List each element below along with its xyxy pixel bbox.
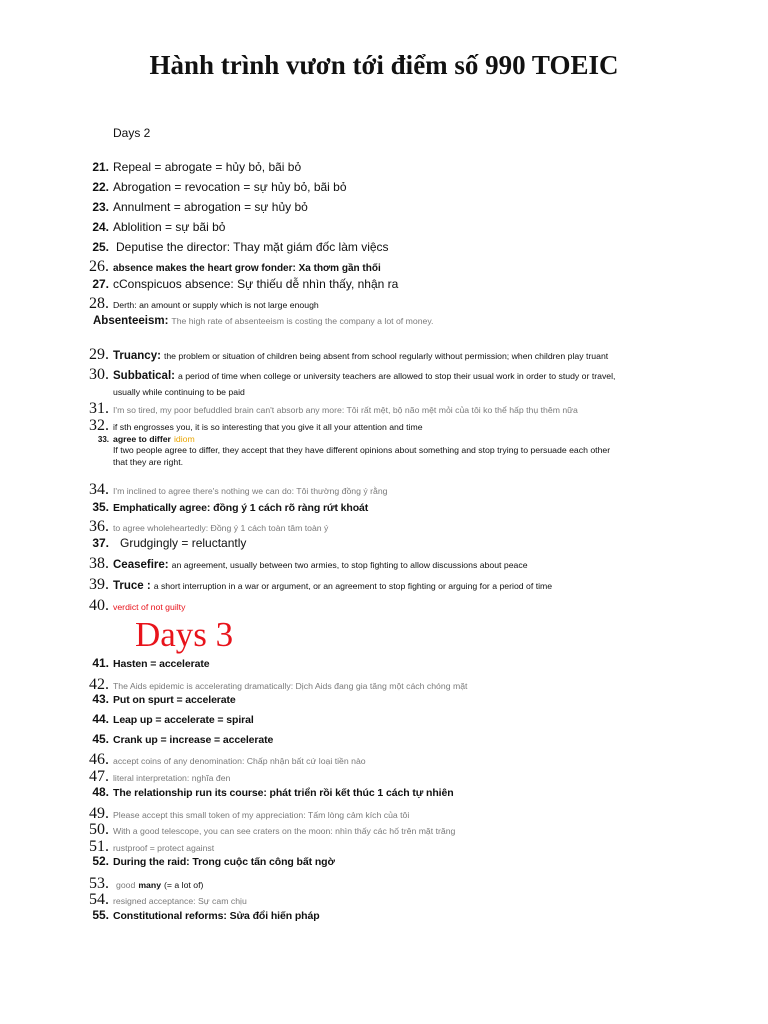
item-text: I'm inclined to agree there's nothing we can do: Tôi thường đồng ý rằng bbox=[113, 486, 388, 496]
item-number: 42. bbox=[89, 676, 109, 693]
item-number: 43. bbox=[92, 692, 109, 706]
item-text: verdict of not guilty bbox=[113, 602, 186, 612]
item-text: Hasten = accelerate bbox=[113, 658, 210, 670]
item-definition-continued: that they are right. bbox=[113, 457, 184, 467]
item-number: 22. bbox=[92, 180, 109, 194]
item-definition: If two people agree to differ, they accept that they have different opinions about something and stop trying to persuade each other bbox=[113, 445, 611, 455]
item-number: 23. bbox=[92, 200, 109, 214]
item-text: absence makes the heart grow fonder: Xa thơm gần thối bbox=[113, 263, 381, 274]
item-number: 34. bbox=[89, 481, 109, 498]
item-number: 45. bbox=[92, 732, 109, 746]
item-number: 39. bbox=[89, 576, 109, 593]
item-number: 33. bbox=[97, 435, 109, 444]
vocab-item-43 bbox=[66, 690, 236, 709]
item-number: 50. bbox=[89, 821, 109, 838]
item-number: 36. bbox=[89, 518, 109, 535]
item-text: Constitutional reforms: Sửa đổi hiến pháp bbox=[113, 910, 320, 922]
item-note: (= a lot of) bbox=[164, 880, 204, 890]
item-text: if sth engrosses you, it is so interesting that you give it all your attention and time bbox=[113, 422, 423, 432]
item-text: Repeal = abrogate = hủy bỏ, bãi bỏ bbox=[113, 160, 302, 174]
vocab-item-27 bbox=[66, 275, 398, 293]
item-number: 31. bbox=[89, 400, 109, 417]
item-text: With a good telescope, you can see craters on the moon: nhìn thấy các hố trên mặt trăng bbox=[113, 826, 456, 836]
item-text: accept coins of any denomination: Chấp nhận bất cứ loại tiền nào bbox=[113, 756, 366, 766]
item-number: 38. bbox=[89, 555, 109, 572]
vocab-item-21 bbox=[66, 158, 301, 176]
item-text: Crank up = increase = accelerate bbox=[113, 734, 274, 746]
section-heading-days-2: Days 2 bbox=[113, 126, 151, 140]
item-definition: an agreement, usually between two armies, to stop fighting to allow discussions about peace bbox=[171, 560, 528, 570]
item-number: 40. bbox=[89, 597, 109, 614]
vocab-item-35 bbox=[66, 498, 368, 517]
item-text: resigned acceptance: Sự cam chịu bbox=[113, 896, 247, 906]
item-text: good bbox=[116, 880, 136, 890]
item-term: agree to differ bbox=[113, 434, 171, 444]
item-term: Absenteeism: bbox=[93, 315, 169, 327]
item-number: 52. bbox=[92, 854, 109, 868]
item-number: 35. bbox=[92, 500, 109, 514]
item-text: Leap up = accelerate = spiral bbox=[113, 714, 254, 726]
item-number: 30. bbox=[89, 366, 109, 383]
item-number: 51. bbox=[89, 838, 109, 855]
item-number: 44. bbox=[92, 712, 109, 726]
vocab-item-24 bbox=[66, 218, 225, 236]
item-text: Deputise the director: Thay mặt giám đốc làm việcs bbox=[116, 240, 389, 254]
item-text: Derth: an amount or supply which is not large enough bbox=[113, 300, 319, 310]
item-term: Ceasefire: bbox=[113, 559, 169, 571]
item-number: 24. bbox=[92, 220, 109, 234]
item-number: 25. bbox=[92, 240, 109, 254]
vocab-item-25 bbox=[66, 238, 389, 256]
item-text: The Aids epidemic is accelerating dramatically: Dịch Aids đang gia tăng một cách chóng mặt bbox=[113, 681, 468, 691]
vocab-item-55 bbox=[66, 906, 320, 925]
item-number: 55. bbox=[92, 908, 109, 922]
item-text: I'm so tired, my poor befuddled brain can't absorb any more: Tôi rất mệt, bộ não mệt mỏi của tôi ko thể hấp thụ thêm nữa bbox=[113, 405, 578, 415]
item-number: 46. bbox=[89, 751, 109, 768]
vocab-item-29 bbox=[66, 346, 608, 365]
item-text: Grudgingly = reluctantly bbox=[120, 536, 247, 550]
item-text: Put on spurt = accelerate bbox=[113, 694, 236, 706]
item-emphasis: many bbox=[138, 880, 162, 890]
item-definition: a short interruption in a war or argument, or an agreement to stop fighting or arguing for a period of time bbox=[153, 581, 553, 591]
item-number: 28. bbox=[89, 295, 109, 312]
item-text: The relationship run its course: phát triển rồi kết thúc 1 cách tự nhiên bbox=[113, 787, 454, 799]
item-text: to agree wholeheartedly: Đồng ý 1 cách toàn tâm toàn ý bbox=[113, 523, 329, 533]
item-number: 32. bbox=[89, 417, 109, 434]
item-number: 48. bbox=[92, 785, 109, 799]
item-number: 41. bbox=[92, 656, 109, 670]
item-term: Subbatical: bbox=[113, 370, 175, 382]
vocab-item-48 bbox=[66, 783, 454, 802]
item-number: 53. bbox=[89, 875, 109, 892]
vocab-item-38 bbox=[66, 555, 528, 574]
item-number: 21. bbox=[92, 160, 109, 174]
item-definition-continued: usually while continuing to be paid bbox=[113, 387, 245, 397]
item-text: Annulment = abrogation = sự hủy bỏ bbox=[113, 200, 308, 214]
vocab-item-52 bbox=[66, 852, 335, 871]
item-term: Truce : bbox=[113, 580, 151, 592]
item-text: cConspicuos absence: Sự thiếu dễ nhìn thấy, nhận ra bbox=[113, 277, 399, 291]
item-number: 27. bbox=[92, 277, 109, 291]
item-tag: idiom bbox=[173, 434, 195, 444]
item-number: 49. bbox=[89, 805, 109, 822]
item-text: Ablolition = sự bãi bỏ bbox=[113, 220, 226, 234]
item-number: 29. bbox=[89, 346, 109, 363]
section-heading-days-3: Days 3 bbox=[135, 615, 234, 654]
item-text: During the raid: Trong cuộc tấn công bất ngờ bbox=[113, 856, 335, 868]
page-title: Hành trình vươn tới điểm số 990 TOEIC bbox=[149, 50, 619, 80]
item-number: 47. bbox=[89, 768, 109, 785]
vocab-item-22 bbox=[66, 178, 347, 196]
vocab-item-23 bbox=[66, 198, 308, 216]
vocab-item-39 bbox=[66, 576, 552, 595]
item-text: Abrogation = revocation = sự hủy bỏ, bãi bỏ bbox=[113, 180, 347, 194]
vocab-item-44 bbox=[66, 710, 254, 729]
item-definition: the problem or situation of children being absent from school regularly without permission; when children play truant bbox=[163, 351, 609, 361]
item-text: Emphatically agree: đồng ý 1 cách rõ ràng rứt khoát bbox=[113, 502, 369, 514]
item-number: 37. bbox=[92, 536, 109, 550]
vocab-item-45 bbox=[66, 730, 273, 749]
item-number: 54. bbox=[89, 891, 109, 908]
vocab-item-37 bbox=[66, 534, 246, 552]
vocab-subitem-absenteeism bbox=[93, 312, 433, 330]
item-definition: a period of time when college or university teachers are allowed to stop their usual work in order to study or travel, bbox=[177, 371, 616, 381]
item-number: 26. bbox=[89, 258, 109, 275]
item-text: literal interpretation: nghĩa đen bbox=[113, 773, 231, 783]
item-term: Truancy: bbox=[113, 350, 161, 362]
vocab-item-41 bbox=[66, 654, 209, 673]
item-text: Please accept this small token of my appreciation: Tấm lòng cảm kích của tôi bbox=[113, 810, 410, 820]
item-example: The high rate of absenteeism is costing the company a lot of money. bbox=[171, 316, 434, 326]
item-text: rustproof = protect against bbox=[113, 843, 215, 853]
